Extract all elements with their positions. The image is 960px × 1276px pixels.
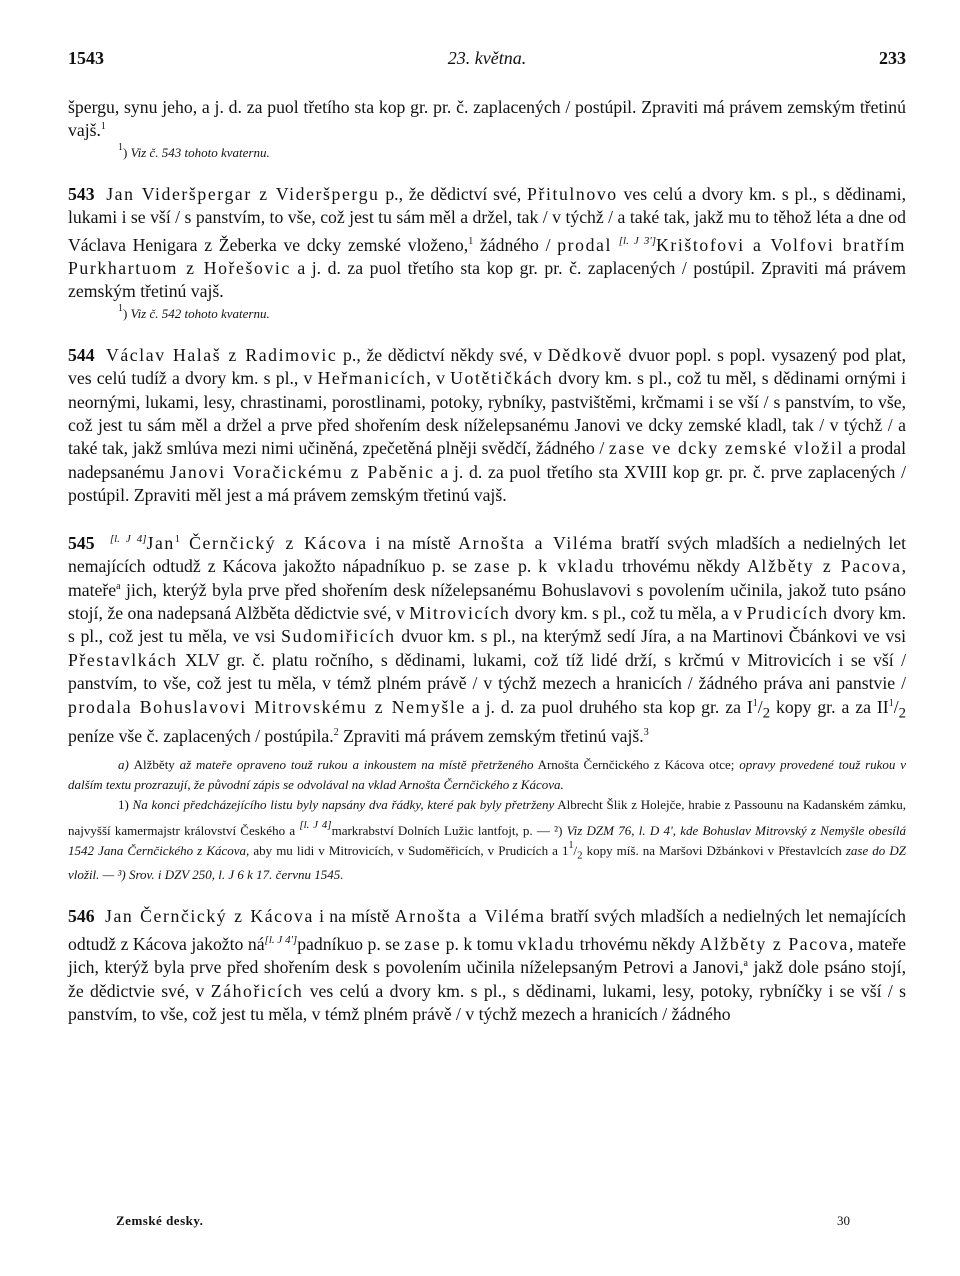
footnote-ref: 1 (174, 533, 180, 545)
entry-verb: zase ve dcky zemské vložil (608, 438, 844, 459)
page-number: 233 (879, 48, 906, 68)
note-ref: a (116, 580, 121, 592)
header-date: 23. května. (447, 48, 527, 68)
footnote-text: kopy míš. na Maršovi Džbánkovi v Přestavlcích (582, 842, 846, 858)
signature-number: 30 (837, 1213, 850, 1228)
entry-text: padníkuo p. se (297, 933, 405, 954)
entry-number: 544 (68, 344, 95, 365)
entry-text: a j. d. za puol třetího sta kop gr. pr. č. zaplacených / postúpil. Zpraviti má právem zemským třetinú vajš. (68, 258, 906, 302)
entry-text: p. (511, 556, 539, 577)
fraction-den: 2 (762, 705, 771, 722)
entry-number: 546 (68, 906, 95, 927)
footnote-text: Albrecht Šlik z Holejče, hrabie z Passounu na Kadanském zámku, najvyšší kamermajstr království Českého a (68, 796, 906, 838)
footnote-ref: 1 (100, 121, 106, 133)
continued-entry (68, 96, 906, 143)
note-text: opravy provedené touž rukou v dalším textu prozrazují, že původní zápis se odvolával na vklad Arnošta Černčického z Kácova. (68, 756, 906, 792)
footnote-ref: 3 (643, 727, 649, 739)
place-name: Mitrovicích (409, 602, 511, 623)
note-a (68, 755, 906, 795)
entry-text: peníze vše č. zaplacených / postúpila. (68, 726, 334, 747)
entry-verb: prodal (557, 234, 613, 255)
fraction-bar: / (893, 696, 899, 717)
page-body (68, 96, 906, 1027)
entry-543 (68, 183, 906, 304)
entry-text: p., že dědictví své, (379, 183, 528, 204)
entry-text: , mateře jich, kterýž byla prve před shořením desk s povolením učinila níželepsaným Petrovi a Janovi, (68, 933, 906, 978)
entry-party: Arnošta a Viléma (394, 906, 546, 927)
footnote-text: Na konci předcházejícího listu byly napsány dva řádky, které pak byly přetrženy (132, 796, 555, 812)
entry-text: dvory km. s pl., což tu měl, s dědinami ornými i neornými, lukami, lesy, chrastinami, porostlinami, potoky, rybníky, pastvištěmi, krčmami i se vší / s panstvím, to vše, což jest tu sám měl a držel a prve před shořením desk níželepsanému Janovi ve dcky zemské kladl, tak / v týchž / a také tak, jakž smlúva mezi nimi učiněná, zpečetěná plněji svědčí, žádného / (68, 368, 907, 459)
fraction-num: 1 (568, 839, 574, 851)
entry-party: Černčický z Kácova (179, 532, 368, 553)
place-name: Přestavlkách (68, 649, 178, 670)
entry-text: bratří svých mladších a nedielných let nemajících odtudž z Kácova jakožto nápadníkuo p. se (68, 532, 907, 577)
place-name: Přitulnovo (527, 183, 618, 204)
fraction-num: 1 (752, 697, 758, 709)
entry-544 (68, 344, 906, 508)
entry-546 (68, 905, 906, 1026)
entry-text: a j. d. za puol třetího sta XVIII kop gr. pr. č. prve zaplacených / postúpil. Zpraviti měl jest a má právem zemským třetinú vajš. (68, 461, 906, 506)
footnote-number: 1 (118, 141, 123, 153)
note-text: až mateře (174, 756, 237, 772)
entry-number: 545 (68, 532, 95, 553)
entry-text: trhovému někdy (575, 933, 700, 954)
footnote: $^1$) Viz č. 542 tohoto kvaternu. (118, 302, 270, 321)
place-name: Sudomiřicích (281, 626, 396, 647)
entry-text: špergu, synu jeho, a j. d. za puol třetího sta kop gr. pr. č. zaplacených / postúpil. Zpraviti má právem zemským třetinú vajš. (68, 97, 906, 141)
entry-text: p. k tomu (441, 933, 518, 954)
place-name: Prudicích (746, 602, 829, 623)
entry-verb: vkladu (517, 933, 576, 954)
entry-text: dvuor popl. s popl. vysazený pod plat, ves celú tudíž a dvory km. s pl., v (68, 344, 907, 389)
page-year: 1543 (68, 48, 104, 68)
entry-text: ves celú a dvory km. s pl., s dědinami, lukami i se vší / s panstvím, to vše, což jest tu sám měl a držel, tak / v týchž / a také tak, jakž mu to těhož léta a dne od Václava Henigara z Žeberka ve dcky zemské vloženo, (68, 183, 906, 255)
footnote-ref: 1 (468, 235, 474, 247)
entry-text: p., že dědictví někdy své, v (337, 344, 548, 365)
fraction-den: 2 (898, 705, 906, 722)
footnote-text: Viz DZM 76, l. D 4', kde Bohuslav Mitrovský z Nemyšle obesílá 1542 Jana Černčického z Kácova, (68, 822, 907, 858)
note-text: opraveno touž rukou a inkoustem na místě přetrženého (236, 756, 534, 772)
fraction-den: 2 (577, 849, 583, 862)
note-label: a) (118, 756, 134, 772)
entry-text: jich, kterýž byla prve před shořením desk níželepsanému Bohuslavovi s povolením učinila, jakož tuto psáno stojí, že ona nadepsaná Alžběta dědictvie své, v (68, 579, 906, 623)
entry-text: a prodal nadepsanému (68, 438, 907, 482)
footnote-number: 1 (118, 302, 123, 314)
entry-text: dvory km. s pl., což jest tu měla, ve vsi (68, 602, 906, 647)
entry-text: i na místě (367, 532, 459, 553)
folio-mark: [l. J 4] (109, 532, 147, 545)
entry-text: , mateře (68, 556, 906, 600)
place-name: Uotětičkách (450, 368, 554, 389)
place-name: Dědkově (547, 344, 623, 365)
page (68, 0, 906, 1276)
footnote: $^1$) Viz č. 543 tohoto kvaternu. (118, 141, 270, 160)
entry-text: dvuor km. s pl., na kterýmž sedí Jíra, a na Martinovi Čbánkovi ve vsi (395, 626, 906, 647)
fraction-bar: / (757, 696, 763, 717)
entry-party: Alžběty z Pacova (699, 933, 850, 954)
note-text: Arnošta Černčického z Kácova otce; (533, 756, 740, 772)
entry-text: dvory km. s pl., což tu měla, a v (510, 602, 747, 623)
entry-text: kopy gr. a za II (770, 696, 889, 717)
entry-text: ves celú a dvory km. s pl., s dědinami, lukami, lesy, potoky, rybníčky i se vší / s panstvím, to vše, což jest tu měla, v témž plném právě / v týchž mezech a hranicích / žádného (68, 980, 906, 1025)
entry-text: bratří svých mladších a nedielných let nemajících odtudž z Kácova jakožto ná (68, 906, 906, 954)
entry-text: a j. d. za puol druhého sta kop gr. za I (465, 696, 753, 717)
entry-party: Janovi Voračickému z Paběnic (169, 461, 435, 482)
place-name: Heřmanicích (317, 368, 427, 389)
footnote-text: Viz č. 543 tohoto kvaternu. (130, 144, 270, 160)
entry-text: i na místě (313, 906, 395, 927)
fraction-bar: / (573, 842, 578, 858)
footnote-ref: 2 (333, 727, 339, 739)
fraction-num: 1 (888, 697, 894, 709)
entry-text: Zpraviti má právem zemským třetinú vajš. (338, 726, 644, 747)
footnote-text: markrabství Dolních Lužic lantfojt, p. — ²) (331, 822, 567, 838)
entry-verb: k vkladu (538, 556, 616, 577)
running-header (68, 48, 906, 74)
entry-party: Krištofovi a Volfovi bratřím Purkhartuom z Hořešovic (68, 234, 907, 279)
footnote-label: 1) (118, 796, 133, 812)
entry-text: XLV gr. č. platu ročního, s dědinami, lukami, což tíž lidé drží, s krčmú v Mitrovicích i se vší / panstvím, to vše, což jest tu měla, v témž plném právě / v týchž mezech a hranicích / žádného práva ani panstvie / (68, 649, 906, 694)
entry-number: 543 (68, 183, 95, 204)
footnote-text: zase do DZ vložil. — ³) Srov. i DZV 250, l. J 6 k 17. červnu 1545. (68, 842, 906, 883)
footnote-text: aby mu lidi v Mitrovicích, v Sudoměřicích, v Prudicích a 1 (249, 842, 569, 858)
note-text: Alžběty (133, 756, 175, 772)
footnotes (68, 795, 906, 886)
entry-text: žádného / (473, 234, 558, 255)
entry-party: Jan Videršpergar z Videršpergu (106, 183, 380, 204)
folio-mark: [l. J 4'] (264, 933, 298, 946)
entry-545 (68, 528, 906, 749)
entry-verb: zase (474, 556, 511, 577)
entry-party: Václav Halaš z Radimovic (105, 344, 338, 365)
entry-party: Jan Černčický z Kácova (104, 906, 314, 927)
entry-party: Alžběty z Pacova (747, 556, 902, 577)
place-name: Záhořicích (210, 980, 304, 1001)
entry-text: , v (426, 368, 451, 389)
footer-signature: Zemské desky. (116, 1213, 204, 1228)
entry-party: Arnošta a Viléma (458, 532, 614, 553)
entry-party: prodala Bohuslavovi Mitrovskému z Nemyšle (68, 696, 466, 717)
footnote-text: Viz č. 542 tohoto kvaternu. (130, 305, 270, 321)
entry-text: trhovému někdy (615, 556, 748, 577)
entry-text: jakž dole psáno stojí, že dědictvie své, v (68, 957, 906, 1001)
entry-verb: zase (404, 933, 442, 954)
folio-mark: [l. J 4] (299, 818, 332, 831)
note-ref: a (743, 958, 748, 970)
entry-party: Jan (146, 532, 175, 553)
folio-mark: [l. J 3'] (618, 234, 656, 247)
